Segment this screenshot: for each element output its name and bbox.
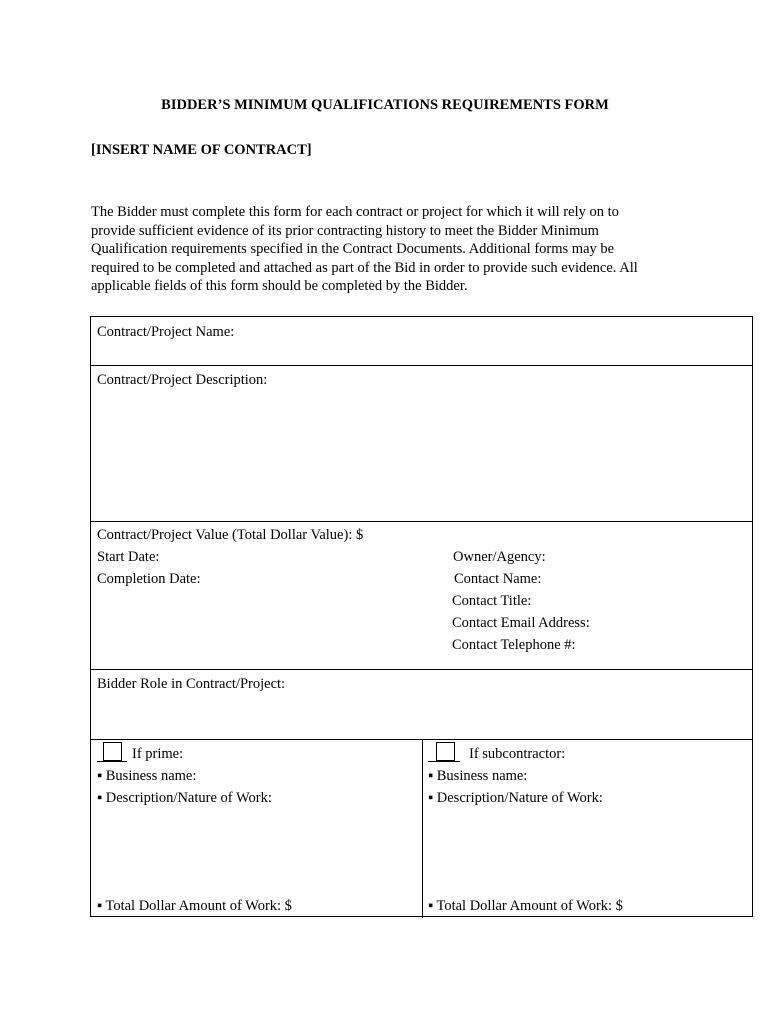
intro-line: provide sufficient evidence of its prior contracting history to meet the Bidder Minimum [91, 222, 599, 239]
qualification-form-table [90, 316, 753, 917]
row-divider [91, 521, 752, 522]
owner-agency-field[interactable]: Owner/Agency: [453, 549, 546, 565]
intro-line: required to be completed and attached as part of the Bid in order to provide such evidence. All [91, 259, 638, 276]
intro-line: Qualification requirements specified in the Contract Documents. Additional forms may be [91, 241, 615, 258]
subcontractor-label: If subcontractor: [469, 746, 566, 762]
subcontractor-checkbox[interactable] [436, 742, 455, 761]
subcontractor-description-field[interactable]: ▪ Description/Nature of Work: [428, 790, 603, 806]
intro-line: The Bidder must complete this form for each contract or project for which it will rely on to [91, 204, 619, 220]
contact-title-field[interactable]: Contact Title: [452, 593, 532, 609]
contract-description-field[interactable]: Contract/Project Description: [97, 372, 268, 388]
prime-label: If prime: [132, 746, 184, 762]
intro-line: applicable fields of this form should be completed by the Bidder. [91, 278, 468, 295]
contact-name-field[interactable]: Contact Name: [454, 571, 542, 587]
completion-date-field[interactable]: Completion Date: [97, 571, 201, 587]
start-date-field[interactable]: Start Date: [97, 549, 160, 565]
bidder-role-field[interactable]: Bidder Role in Contract/Project: [97, 676, 286, 692]
subcontractor-checkbox-underline [428, 761, 460, 762]
form-title: BIDDER’S MINIMUM QUALIFICATIONS REQUIREMENTS FORM [161, 97, 609, 113]
contact-email-field[interactable]: Contact Email Address: [452, 615, 590, 631]
prime-business-name-field[interactable]: ▪ Business name: [97, 768, 197, 784]
contract-value-field[interactable]: Contract/Project Value (Total Dollar Value): $ [97, 527, 364, 543]
prime-description-field[interactable]: ▪ Description/Nature of Work: [97, 790, 272, 806]
subcontractor-business-name-field[interactable]: ▪ Business name: [428, 768, 528, 784]
subcontractor-total-amount-field[interactable]: ▪ Total Dollar Amount of Work: $ [428, 898, 623, 914]
intro-paragraph [91, 203, 691, 296]
column-divider [422, 740, 423, 918]
prime-checkbox-underline [97, 761, 127, 762]
prime-checkbox[interactable] [103, 742, 122, 761]
contact-telephone-field[interactable]: Contact Telephone #: [452, 637, 576, 653]
contract-name-placeholder: [INSERT NAME OF CONTRACT] [91, 142, 312, 158]
row-divider [91, 365, 752, 366]
contract-name-field[interactable]: Contract/Project Name: [97, 324, 235, 340]
prime-total-amount-field[interactable]: ▪ Total Dollar Amount of Work: $ [97, 898, 292, 914]
row-divider [91, 669, 752, 670]
